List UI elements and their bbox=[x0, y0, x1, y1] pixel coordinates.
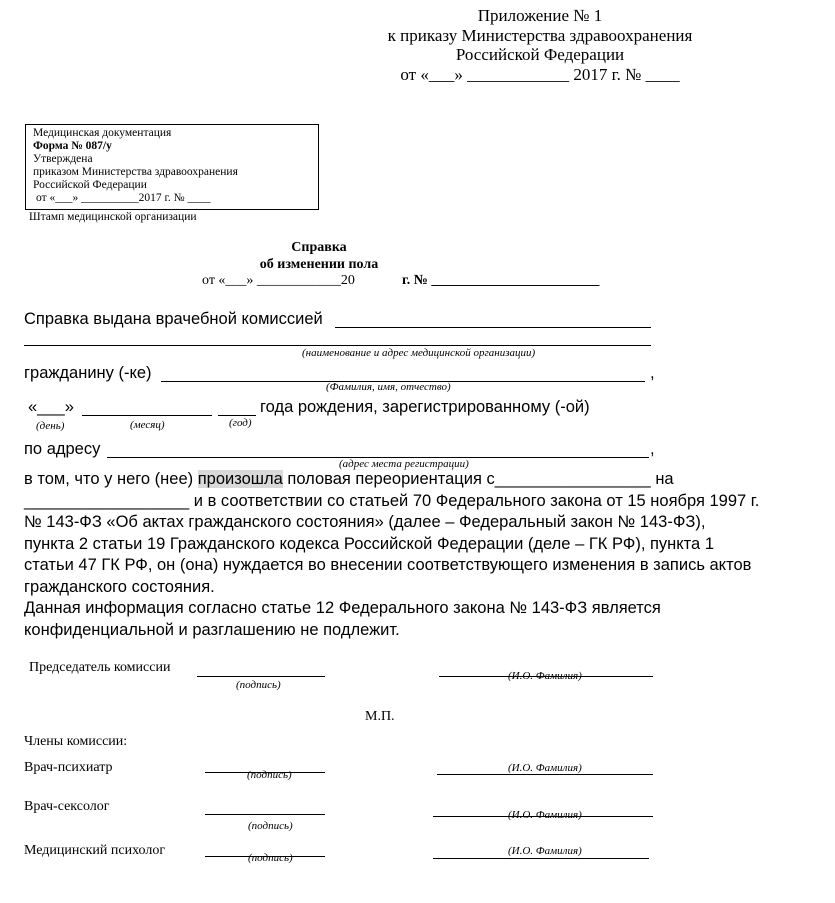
address-caption: (адрес места регистрации) bbox=[339, 458, 469, 470]
day-caption: (день) bbox=[36, 420, 65, 432]
body-line-2: __________________ и в соответствии со статьей 70 Федерального закона от 15 ноября 1997 г. bbox=[24, 491, 760, 510]
chairman-sign-caption: (подпись) bbox=[236, 679, 281, 691]
month-caption: (месяц) bbox=[130, 419, 165, 431]
chairman-label: Председатель комиссии bbox=[29, 660, 171, 675]
stamp-line-6: от «___» __________2017 г. № ____ bbox=[36, 192, 211, 204]
body-line-4: пункта 2 статьи 19 Гражданского кодекса Российской Федерации (деле – ГК РФ), пункта 1 bbox=[24, 534, 714, 553]
sexologist-sign-caption: (подпись) bbox=[248, 820, 293, 832]
psychologist-sign-caption: (подпись) bbox=[248, 852, 293, 864]
doc-number-line: г. № ________________________ bbox=[402, 273, 600, 288]
stamp-line-1: Медицинская документация bbox=[33, 127, 172, 139]
highlighted-word: произошла bbox=[197, 470, 283, 488]
stamp-caption: Штамп медицинской организации bbox=[29, 211, 197, 223]
body-line-7: Данная информация согласно статье 12 Федерального закона № 143-ФЗ является bbox=[24, 599, 661, 617]
psychologist-name-caption: (И.О. Фамилия) bbox=[508, 845, 582, 857]
birth-year-line[interactable] bbox=[218, 415, 256, 416]
form-number: Форма № 087/у bbox=[33, 140, 112, 152]
psychiatrist-sign-caption: (подпись) bbox=[247, 769, 292, 781]
body-line-1-post: половая переориентация с_________________ на bbox=[282, 470, 674, 488]
appendix-line-1: Приложение № 1 bbox=[477, 6, 603, 25]
appendix-header bbox=[330, 6, 750, 84]
body-line-1-pre: в том, что у него (нее) bbox=[24, 470, 198, 488]
year-caption: (год) bbox=[229, 417, 252, 429]
doc-date-line: от «___» ____________20 bbox=[202, 273, 355, 288]
psychologist-name-line[interactable] bbox=[433, 858, 649, 859]
stamp-line-4: приказом Министерства здравоохранения bbox=[33, 166, 238, 178]
seal-label: М.П. bbox=[365, 709, 395, 724]
birth-rest-label: года рождения, зарегистрированному (-ой) bbox=[260, 398, 590, 416]
birth-day-field[interactable]: «___» bbox=[28, 398, 74, 416]
appendix-line-2: к приказу Министерства здравоохранения bbox=[387, 25, 693, 45]
psychiatrist-label: Врач-психиатр bbox=[24, 760, 113, 775]
birth-month-line[interactable] bbox=[82, 415, 212, 416]
body-line-1 bbox=[24, 469, 814, 491]
issued-by-line[interactable] bbox=[335, 327, 651, 328]
appendix-line-4: от «___» ____________ 2017 г. № ____ bbox=[400, 64, 680, 84]
body-line-8: конфиденциальной и разглашению не подлежит. bbox=[24, 620, 400, 639]
body-line-5: статьи 47 ГК РФ, он (она) нуждается во внесении соответствующего изменения в запись актов bbox=[24, 556, 752, 574]
body-line-6: гражданского состояния. bbox=[24, 577, 215, 596]
stamp-box bbox=[25, 124, 319, 210]
stamp-line-3: Утверждена bbox=[33, 153, 93, 165]
citizen-label: гражданину (-ке) bbox=[24, 364, 152, 382]
chairman-sign-line[interactable] bbox=[197, 676, 325, 677]
fio-caption: (Фамилия, имя, отчество) bbox=[326, 381, 451, 393]
address-label: по адресу bbox=[24, 440, 101, 458]
doc-subtitle: об изменении пола bbox=[259, 257, 379, 272]
doc-title: Справка bbox=[291, 240, 347, 255]
sexologist-sign-line[interactable] bbox=[205, 814, 325, 815]
stamp-line-5: Российской Федерации bbox=[33, 179, 147, 191]
certificate-body bbox=[24, 469, 814, 641]
citizen-comma: , bbox=[650, 364, 655, 382]
address-comma: , bbox=[650, 440, 655, 458]
org-line[interactable] bbox=[24, 345, 651, 346]
psychiatrist-name-line[interactable] bbox=[437, 774, 653, 775]
chairman-name-caption: (И.О. Фамилия) bbox=[508, 670, 582, 682]
psychologist-label: Медицинский психолог bbox=[24, 843, 166, 858]
psychiatrist-name-caption: (И.О. Фамилия) bbox=[508, 762, 582, 774]
body-line-3: № 143-ФЗ «Об актах гражданского состояния» (далее – Федеральный закон № 143-ФЗ), bbox=[24, 513, 706, 531]
issued-by-label: Справка выдана врачебной комиссией bbox=[24, 310, 323, 328]
sexologist-label: Врач-сексолог bbox=[24, 799, 110, 814]
appendix-line-3: Российской Федерации bbox=[455, 45, 625, 64]
org-caption: (наименование и адрес медицинской организации) bbox=[302, 347, 536, 359]
members-label: Члены комиссии: bbox=[24, 734, 128, 749]
sexologist-name-caption: (И.О. Фамилия) bbox=[508, 809, 582, 821]
